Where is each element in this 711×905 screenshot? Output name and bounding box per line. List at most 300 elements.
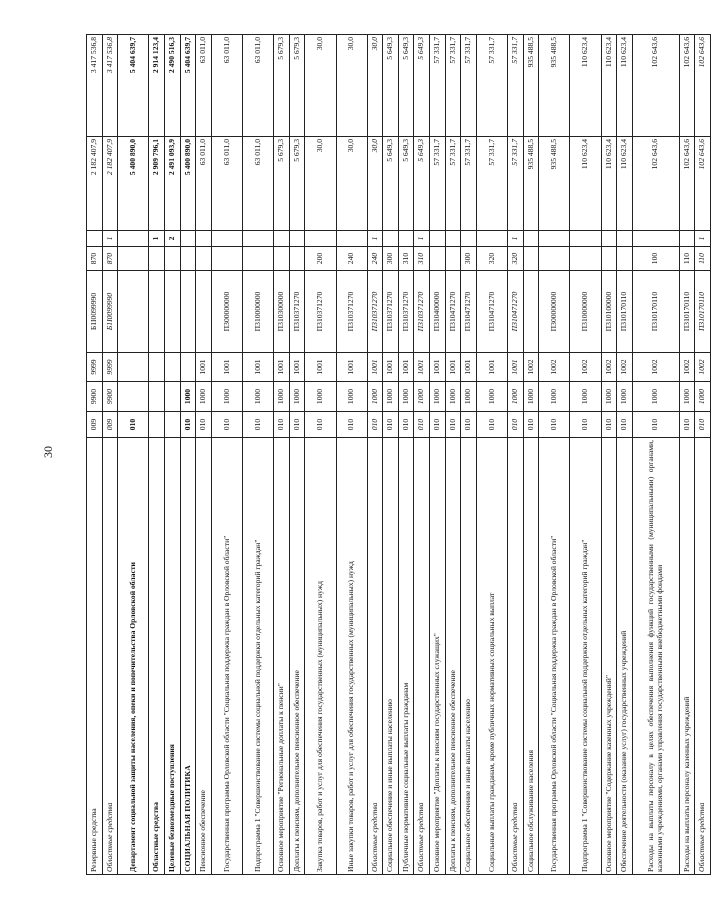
cell-grbs: 010 bbox=[523, 412, 539, 438]
cell-expense-type bbox=[274, 247, 290, 271]
cell-grbs: 010 bbox=[461, 412, 477, 438]
cell-sum-year-2: 5 404 639,7 bbox=[180, 35, 196, 137]
cell-subsection: 1002 bbox=[632, 353, 679, 382]
cell-sum-year-1: 30,0 bbox=[367, 137, 383, 231]
cell-subsection: 1001 bbox=[383, 353, 399, 382]
cell-subsection: 1002 bbox=[601, 353, 617, 382]
cell-section: 1000 bbox=[398, 382, 414, 412]
cell-section: 1000 bbox=[305, 382, 336, 412]
cell-subsection: 9999 bbox=[87, 353, 103, 382]
cell-subsection bbox=[164, 353, 180, 382]
table-row bbox=[601, 35, 617, 875]
cell-name: Основное мероприятие "Содержание казенных учреждений" bbox=[601, 438, 617, 875]
cell-subsection bbox=[180, 353, 196, 382]
cell-target-article bbox=[164, 271, 180, 353]
cell-target-article: П310170110 bbox=[679, 271, 695, 353]
cell-sum-year-2: 57 331,7 bbox=[445, 35, 461, 137]
cell-source-code bbox=[398, 231, 414, 247]
cell-sum-year-1: 5 649,3 bbox=[398, 137, 414, 231]
table-row bbox=[211, 35, 242, 875]
cell-sum-year-2: 110 623,4 bbox=[617, 35, 633, 137]
cell-grbs: 010 bbox=[679, 412, 695, 438]
cell-section: 1000 bbox=[289, 382, 305, 412]
cell-section: 1000 bbox=[617, 382, 633, 412]
cell-grbs: 010 bbox=[196, 412, 212, 438]
cell-target-article: Б1I0099990 bbox=[102, 271, 118, 353]
cell-source-code bbox=[383, 231, 399, 247]
cell-section: 1000 bbox=[274, 382, 290, 412]
cell-grbs: 010 bbox=[430, 412, 446, 438]
cell-source-code: 1 bbox=[508, 231, 524, 247]
cell-name: Областные средства bbox=[695, 438, 711, 875]
cell-source-code bbox=[305, 231, 336, 247]
cell-target-article: П310170110 bbox=[632, 271, 679, 353]
cell-sum-year-2: 57 331,7 bbox=[508, 35, 524, 137]
cell-sum-year-2: 110 623,4 bbox=[570, 35, 601, 137]
cell-expense-type bbox=[149, 247, 165, 271]
cell-sum-year-1: 110 623,4 bbox=[570, 137, 601, 231]
cell-sum-year-1: 102 643,6 bbox=[695, 137, 711, 231]
cell-subsection: 1001 bbox=[414, 353, 430, 382]
cell-target-article: П310371270 bbox=[398, 271, 414, 353]
cell-subsection: 1001 bbox=[305, 353, 336, 382]
cell-name: Резервные средства bbox=[87, 438, 103, 875]
cell-target-article bbox=[118, 271, 149, 353]
cell-section: 1000 bbox=[679, 382, 695, 412]
cell-target-article: П310471270 bbox=[508, 271, 524, 353]
cell-expense-type bbox=[211, 247, 242, 271]
table-row bbox=[164, 35, 180, 875]
cell-expense-type: 240 bbox=[336, 247, 367, 271]
table-row bbox=[118, 35, 149, 875]
table-row bbox=[523, 35, 539, 875]
cell-target-article: П300000000 bbox=[211, 271, 242, 353]
cell-sum-year-1: 5 649,3 bbox=[414, 137, 430, 231]
cell-sum-year-1: 935 488,5 bbox=[539, 137, 570, 231]
cell-sum-year-1: 5 400 890,0 bbox=[180, 137, 196, 231]
cell-expense-type: 310 bbox=[398, 247, 414, 271]
table-row bbox=[414, 35, 430, 875]
cell-name: Государственная программа Орловской области "Социальная поддержка граждан в Орловской области" bbox=[539, 438, 570, 875]
cell-expense-type bbox=[180, 247, 196, 271]
cell-grbs: 010 bbox=[367, 412, 383, 438]
cell-sum-year-1: 102 643,6 bbox=[679, 137, 695, 231]
cell-sum-year-1: 57 331,7 bbox=[461, 137, 477, 231]
table-row bbox=[383, 35, 399, 875]
cell-grbs: 010 bbox=[601, 412, 617, 438]
cell-grbs: 010 bbox=[508, 412, 524, 438]
cell-sum-year-1: 110 623,4 bbox=[601, 137, 617, 231]
cell-sum-year-1: 110 623,4 bbox=[617, 137, 633, 231]
cell-grbs: 010 bbox=[414, 412, 430, 438]
cell-sum-year-2: 57 331,7 bbox=[476, 35, 507, 137]
cell-source-code bbox=[570, 231, 601, 247]
cell-section: 1000 bbox=[430, 382, 446, 412]
cell-sum-year-2: 5 679,3 bbox=[289, 35, 305, 137]
cell-expense-type: 870 bbox=[102, 247, 118, 271]
cell-subsection: 1001 bbox=[367, 353, 383, 382]
cell-sum-year-1: 935 488,5 bbox=[523, 137, 539, 231]
cell-subsection bbox=[149, 353, 165, 382]
cell-section: 1000 bbox=[570, 382, 601, 412]
cell-target-article: П310100000 bbox=[601, 271, 617, 353]
cell-sum-year-1: 63 011,0 bbox=[242, 137, 273, 231]
cell-name: Иные закупки товаров, работ и услуг для обеспечения государственных (муниципальных) нужд bbox=[336, 438, 367, 875]
cell-section: 9900 bbox=[102, 382, 118, 412]
cell-source-code bbox=[445, 231, 461, 247]
table-row bbox=[367, 35, 383, 875]
cell-subsection: 1001 bbox=[211, 353, 242, 382]
cell-name: Целевые безвозмездные поступления bbox=[164, 438, 180, 875]
cell-sum-year-1: 2 182 407,9 bbox=[87, 137, 103, 231]
cell-expense-type bbox=[601, 247, 617, 271]
cell-source-code bbox=[211, 231, 242, 247]
cell-expense-type bbox=[289, 247, 305, 271]
table-row bbox=[508, 35, 524, 875]
cell-section: 1000 bbox=[180, 382, 196, 412]
cell-grbs: 010 bbox=[180, 412, 196, 438]
cell-subsection: 1002 bbox=[679, 353, 695, 382]
cell-expense-type bbox=[617, 247, 633, 271]
cell-target-article: П310000000 bbox=[570, 271, 601, 353]
cell-grbs: 010 bbox=[632, 412, 679, 438]
cell-name: Публичные нормативные социальные выплаты гражданам bbox=[398, 438, 414, 875]
cell-grbs bbox=[149, 412, 165, 438]
cell-expense-type: 320 bbox=[476, 247, 507, 271]
table-row bbox=[570, 35, 601, 875]
cell-sum-year-1: 2 491 093,9 bbox=[164, 137, 180, 231]
cell-expense-type bbox=[539, 247, 570, 271]
cell-subsection: 1002 bbox=[695, 353, 711, 382]
cell-sum-year-1: 2 182 407,9 bbox=[102, 137, 118, 231]
table-row bbox=[617, 35, 633, 875]
cell-sum-year-1: 63 011,0 bbox=[196, 137, 212, 231]
cell-source-code bbox=[180, 231, 196, 247]
cell-subsection: 9999 bbox=[102, 353, 118, 382]
table-row bbox=[445, 35, 461, 875]
cell-sum-year-2: 63 011,0 bbox=[211, 35, 242, 137]
cell-subsection: 1001 bbox=[242, 353, 273, 382]
cell-source-code: 1 bbox=[695, 231, 711, 247]
cell-grbs bbox=[164, 412, 180, 438]
table-row bbox=[476, 35, 507, 875]
cell-target-article: П310471270 bbox=[476, 271, 507, 353]
cell-expense-type: 300 bbox=[383, 247, 399, 271]
cell-sum-year-2: 935 488,5 bbox=[539, 35, 570, 137]
cell-expense-type bbox=[445, 247, 461, 271]
cell-sum-year-1: 57 331,7 bbox=[476, 137, 507, 231]
cell-sum-year-1: 30,0 bbox=[305, 137, 336, 231]
cell-name: Расходы на выплаты персоналу казенных учреждений bbox=[679, 438, 695, 875]
cell-section: 1000 bbox=[242, 382, 273, 412]
cell-expense-type: 110 bbox=[695, 247, 711, 271]
cell-target-article: П300000000 bbox=[539, 271, 570, 353]
cell-name: Областные средства bbox=[508, 438, 524, 875]
table-row bbox=[461, 35, 477, 875]
table-row bbox=[242, 35, 273, 875]
cell-name: Подпрограмма 1 "Совершенствование системы социальной поддержки отдельных категорий граждан" bbox=[570, 438, 601, 875]
cell-subsection: 1001 bbox=[336, 353, 367, 382]
cell-source-code: 2 bbox=[164, 231, 180, 247]
budget-table bbox=[86, 34, 711, 875]
cell-name: Доплаты к пенсиям, дополнительное пенсионное обеспечение bbox=[289, 438, 305, 875]
table-body bbox=[87, 35, 711, 875]
cell-target-article: П310471270 bbox=[461, 271, 477, 353]
cell-sum-year-2: 5 679,3 bbox=[274, 35, 290, 137]
cell-sum-year-2: 5 649,3 bbox=[383, 35, 399, 137]
table-row bbox=[87, 35, 103, 875]
cell-subsection: 1001 bbox=[476, 353, 507, 382]
cell-sum-year-2: 102 643,6 bbox=[632, 35, 679, 137]
cell-subsection: 1001 bbox=[274, 353, 290, 382]
cell-grbs: 010 bbox=[242, 412, 273, 438]
cell-source-code bbox=[632, 231, 679, 247]
cell-expense-type: 110 bbox=[679, 247, 695, 271]
table-row bbox=[196, 35, 212, 875]
cell-name: Пенсионное обеспечение bbox=[196, 438, 212, 875]
cell-sum-year-2: 30,0 bbox=[336, 35, 367, 137]
cell-source-code: 1 bbox=[149, 231, 165, 247]
cell-target-article: Б1I0099990 bbox=[87, 271, 103, 353]
cell-sum-year-1: 30,0 bbox=[336, 137, 367, 231]
cell-source-code bbox=[87, 231, 103, 247]
cell-expense-type bbox=[570, 247, 601, 271]
cell-name: Государственная программа Орловской области "Социальная поддержка граждан в Орловской области" bbox=[211, 438, 242, 875]
cell-grbs: 010 bbox=[289, 412, 305, 438]
table-row bbox=[398, 35, 414, 875]
table-row bbox=[289, 35, 305, 875]
cell-section: 1000 bbox=[476, 382, 507, 412]
page-number: 30 bbox=[41, 446, 55, 458]
cell-section bbox=[164, 382, 180, 412]
cell-subsection: 1001 bbox=[445, 353, 461, 382]
cell-name: Департамент социальной защиты населения, опеки и попечительства Орловской области bbox=[118, 438, 149, 875]
cell-target-article bbox=[149, 271, 165, 353]
cell-expense-type bbox=[118, 247, 149, 271]
cell-grbs: 010 bbox=[695, 412, 711, 438]
cell-sum-year-2: 30,0 bbox=[305, 35, 336, 137]
cell-sum-year-2: 57 331,7 bbox=[461, 35, 477, 137]
cell-source-code bbox=[476, 231, 507, 247]
cell-sum-year-1: 102 643,6 bbox=[632, 137, 679, 231]
cell-sum-year-2: 5 404 639,7 bbox=[118, 35, 149, 137]
cell-sum-year-1: 57 331,7 bbox=[430, 137, 446, 231]
cell-source-code: 1 bbox=[367, 231, 383, 247]
table-row bbox=[102, 35, 118, 875]
cell-section: 1000 bbox=[523, 382, 539, 412]
cell-section: 1000 bbox=[383, 382, 399, 412]
cell-name: Социальные выплаты гражданам, кроме публичных нормативных социальных выплат bbox=[476, 438, 507, 875]
cell-target-article: П310170110 bbox=[695, 271, 711, 353]
cell-sum-year-1: 5 400 890,0 bbox=[118, 137, 149, 231]
cell-target-article bbox=[196, 271, 212, 353]
cell-expense-type: 320 bbox=[508, 247, 524, 271]
cell-expense-type: 300 bbox=[461, 247, 477, 271]
cell-expense-type bbox=[523, 247, 539, 271]
cell-grbs: 009 bbox=[87, 412, 103, 438]
cell-grbs: 009 bbox=[102, 412, 118, 438]
cell-name: Закупка товаров, работ и услуг для обеспечения государственных (муниципальных) нужд bbox=[305, 438, 336, 875]
cell-grbs: 010 bbox=[398, 412, 414, 438]
cell-section: 1000 bbox=[445, 382, 461, 412]
cell-target-article: П310371270 bbox=[414, 271, 430, 353]
cell-sum-year-1: 57 331,7 bbox=[445, 137, 461, 231]
cell-sum-year-2: 935 488,5 bbox=[523, 35, 539, 137]
cell-expense-type: 240 bbox=[367, 247, 383, 271]
cell-subsection: 1001 bbox=[196, 353, 212, 382]
cell-section bbox=[149, 382, 165, 412]
cell-sum-year-1: 5 679,3 bbox=[274, 137, 290, 231]
cell-source-code bbox=[617, 231, 633, 247]
cell-sum-year-1: 57 331,7 bbox=[508, 137, 524, 231]
cell-section: 1000 bbox=[601, 382, 617, 412]
cell-target-article: П310471270 bbox=[445, 271, 461, 353]
cell-section: 1000 bbox=[539, 382, 570, 412]
cell-sum-year-2: 2 914 123,4 bbox=[149, 35, 165, 137]
cell-expense-type: 310 bbox=[414, 247, 430, 271]
cell-sum-year-2: 63 011,0 bbox=[196, 35, 212, 137]
cell-section: 1000 bbox=[414, 382, 430, 412]
cell-grbs: 010 bbox=[274, 412, 290, 438]
cell-name: Обеспечение деятельности (оказание услуг) государственных учреждений bbox=[617, 438, 633, 875]
cell-subsection: 1001 bbox=[289, 353, 305, 382]
cell-sum-year-1: 63 011,0 bbox=[211, 137, 242, 231]
cell-section bbox=[118, 382, 149, 412]
table-row bbox=[430, 35, 446, 875]
table-row bbox=[305, 35, 336, 875]
cell-grbs: 010 bbox=[383, 412, 399, 438]
cell-target-article: П310170110 bbox=[617, 271, 633, 353]
cell-name: Расходы на выплаты персоналу в целях обеспечения выполнения функций государственными (муниципальными) органами, казенными учреждениями, органами управления государственными внебюджетными фондами bbox=[632, 438, 679, 875]
cell-expense-type: 200 bbox=[305, 247, 336, 271]
cell-name: Социальное обеспечение и иные выплаты населению bbox=[461, 438, 477, 875]
cell-expense-type bbox=[430, 247, 446, 271]
cell-subsection: 1002 bbox=[617, 353, 633, 382]
cell-subsection: 1002 bbox=[539, 353, 570, 382]
cell-sum-year-2: 102 643,6 bbox=[679, 35, 695, 137]
cell-target-article: П310371270 bbox=[336, 271, 367, 353]
cell-source-code bbox=[196, 231, 212, 247]
cell-sum-year-2: 3 417 536,8 bbox=[102, 35, 118, 137]
cell-target-article bbox=[523, 271, 539, 353]
cell-grbs: 010 bbox=[118, 412, 149, 438]
cell-name: Социальное обслуживание населения bbox=[523, 438, 539, 875]
cell-section: 1000 bbox=[367, 382, 383, 412]
cell-name: СОЦИАЛЬНАЯ ПОЛИТИКА bbox=[180, 438, 196, 875]
cell-target-article: П310400000 bbox=[430, 271, 446, 353]
cell-subsection: 1002 bbox=[523, 353, 539, 382]
cell-target-article: П310000000 bbox=[242, 271, 273, 353]
cell-target-article: П310300000 bbox=[274, 271, 290, 353]
table-row bbox=[679, 35, 695, 875]
cell-target-article: П310371270 bbox=[305, 271, 336, 353]
cell-source-code bbox=[118, 231, 149, 247]
table-row bbox=[336, 35, 367, 875]
cell-source-code bbox=[336, 231, 367, 247]
cell-sum-year-2: 5 649,3 bbox=[398, 35, 414, 137]
cell-source-code bbox=[430, 231, 446, 247]
table-row bbox=[632, 35, 679, 875]
cell-sum-year-1: 5 679,3 bbox=[289, 137, 305, 231]
cell-source-code bbox=[539, 231, 570, 247]
cell-grbs: 010 bbox=[445, 412, 461, 438]
cell-sum-year-2: 3 417 536,8 bbox=[87, 35, 103, 137]
cell-source-code: 1 bbox=[102, 231, 118, 247]
cell-subsection bbox=[118, 353, 149, 382]
cell-source-code bbox=[274, 231, 290, 247]
cell-source-code bbox=[289, 231, 305, 247]
cell-subsection: 1001 bbox=[461, 353, 477, 382]
cell-section: 1000 bbox=[336, 382, 367, 412]
table-row bbox=[539, 35, 570, 875]
cell-grbs: 010 bbox=[305, 412, 336, 438]
cell-source-code: 1 bbox=[414, 231, 430, 247]
cell-sum-year-2: 30,0 bbox=[367, 35, 383, 137]
cell-name: Подпрограмма 1 "Совершенствование системы социальной поддержки отдельных категорий граждан" bbox=[242, 438, 273, 875]
cell-sum-year-1: 5 649,3 bbox=[383, 137, 399, 231]
cell-target-article: П310371270 bbox=[367, 271, 383, 353]
cell-section: 1000 bbox=[211, 382, 242, 412]
cell-target-article: П310371270 bbox=[289, 271, 305, 353]
cell-sum-year-2: 2 490 516,3 bbox=[164, 35, 180, 137]
table-row bbox=[180, 35, 196, 875]
cell-expense-type bbox=[164, 247, 180, 271]
cell-source-code bbox=[601, 231, 617, 247]
cell-name: Областные средства bbox=[102, 438, 118, 875]
cell-grbs: 010 bbox=[617, 412, 633, 438]
cell-name: Социальное обеспечение и иные выплаты населению bbox=[383, 438, 399, 875]
cell-subsection: 1001 bbox=[398, 353, 414, 382]
cell-grbs: 010 bbox=[336, 412, 367, 438]
cell-section: 1000 bbox=[508, 382, 524, 412]
cell-name: Областные средства bbox=[414, 438, 430, 875]
cell-expense-type bbox=[242, 247, 273, 271]
cell-expense-type: 870 bbox=[87, 247, 103, 271]
cell-section: 1000 bbox=[695, 382, 711, 412]
cell-name: Областные средства bbox=[149, 438, 165, 875]
cell-expense-type: 100 bbox=[632, 247, 679, 271]
cell-grbs: 010 bbox=[476, 412, 507, 438]
cell-expense-type bbox=[196, 247, 212, 271]
cell-subsection: 1001 bbox=[508, 353, 524, 382]
cell-section: 1000 bbox=[632, 382, 679, 412]
table-row bbox=[149, 35, 165, 875]
cell-name: Основное мероприятие "Региональные доплаты к пенсии" bbox=[274, 438, 290, 875]
cell-grbs: 010 bbox=[570, 412, 601, 438]
cell-section: 1000 bbox=[196, 382, 212, 412]
cell-sum-year-2: 5 649,3 bbox=[414, 35, 430, 137]
cell-subsection: 1002 bbox=[570, 353, 601, 382]
cell-sum-year-1: 2 909 796,1 bbox=[149, 137, 165, 231]
rotated-table-wrapper bbox=[86, 35, 707, 875]
cell-grbs: 010 bbox=[211, 412, 242, 438]
cell-source-code bbox=[242, 231, 273, 247]
cell-target-article: П310371270 bbox=[383, 271, 399, 353]
cell-name: Доплаты к пенсиям, дополнительное пенсионное обеспечение bbox=[445, 438, 461, 875]
cell-section: 1000 bbox=[461, 382, 477, 412]
cell-section: 9900 bbox=[87, 382, 103, 412]
cell-name: Областные средства bbox=[367, 438, 383, 875]
cell-sum-year-2: 110 623,4 bbox=[601, 35, 617, 137]
cell-grbs: 010 bbox=[539, 412, 570, 438]
cell-source-code bbox=[461, 231, 477, 247]
cell-sum-year-2: 63 011,0 bbox=[242, 35, 273, 137]
cell-sum-year-2: 102 643,6 bbox=[695, 35, 711, 137]
cell-source-code bbox=[679, 231, 695, 247]
cell-target-article bbox=[180, 271, 196, 353]
cell-subsection: 1001 bbox=[430, 353, 446, 382]
table-row bbox=[274, 35, 290, 875]
